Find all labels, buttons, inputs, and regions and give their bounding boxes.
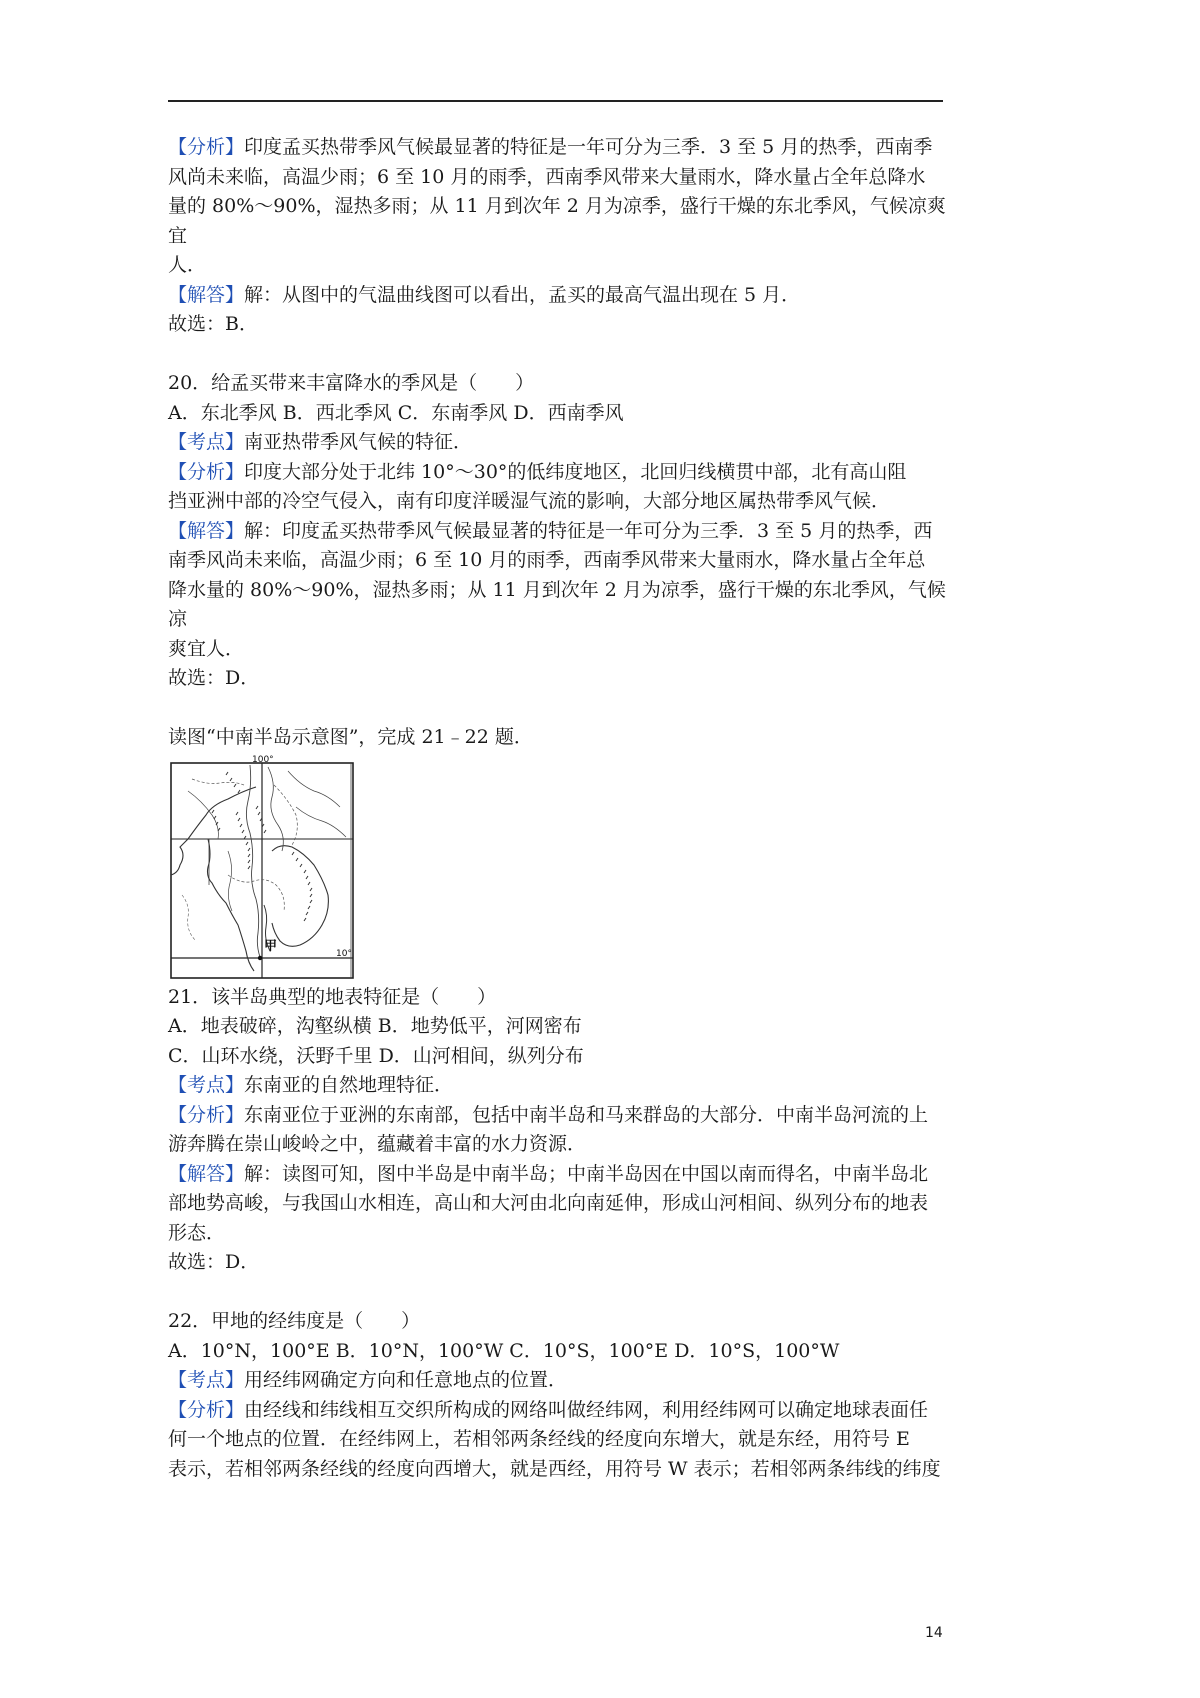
point-jia-label: 甲 (264, 938, 278, 954)
text-line (168, 399, 948, 429)
text-line (168, 1042, 948, 1072)
latitude-label: 10° (336, 948, 352, 959)
text-line (168, 1307, 948, 1337)
line-text: 解：从图中的气温曲线图可以看出，孟买的最高气温出现在 5 月． (244, 283, 801, 306)
section-tag: 【分析】 (168, 1398, 245, 1421)
text-line (168, 369, 948, 399)
line-text: 挡亚洲中部的冷空气侵入，南有印度洋暖湿气流的影响，大部分地区属热带季风气候． (168, 490, 891, 512)
longitude-label: 100° (252, 754, 274, 765)
line-text: 南季风尚未来临，高温少雨；6 至 10 月的雨季，西南季风带来大量雨水，降水量占全年总 (168, 549, 926, 571)
section-tag: 【解答】 (168, 283, 245, 306)
text-line (168, 1248, 948, 1278)
line-text: 游奔腾在崇山峻岭之中，蕴藏着丰富的水力资源． (168, 1133, 587, 1155)
indochina-map-figure (168, 755, 356, 980)
text-line (168, 281, 948, 311)
text-line (168, 1455, 948, 1485)
text-line (168, 428, 948, 458)
line-text: 形态． (168, 1221, 226, 1244)
section-tag: 【考点】 (168, 1369, 245, 1391)
text-line (168, 635, 948, 665)
header-rule (168, 100, 943, 102)
line-text: 风尚未来临，高温少雨；6 至 10 月的雨季，西南季风带来大量雨水，降水量占全年总降水 (168, 165, 926, 188)
line-text: 部地势高峻，与我国山水相连，高山和大河由北向南延伸，形成山河相间、纵列分布的地表 (168, 1192, 929, 1214)
section-tag: 【考点】 (168, 431, 245, 453)
line-text: 表示，若相邻两条经线的经度向西增大，就是西经，用符号 W 表示；若相邻两条纬线的纬度 (168, 1457, 941, 1480)
text-line (168, 576, 948, 635)
line-text: 22．甲地的经纬度是（ ） (168, 1310, 421, 1332)
line-text: 故选：D． (168, 1251, 260, 1273)
text-line (168, 1219, 948, 1249)
text-line (168, 192, 948, 251)
line-text: 何一个地点的位置．在经纬网上，若相邻两条经线的经度向东增大，就是东经，用符号 E (168, 1428, 910, 1450)
line-text: 降水量的 80%～90%，湿热多雨；从 11 月到次年 2 月为凉季，盛行干燥的东北季风，气候凉 (168, 578, 946, 630)
text-line (168, 1337, 948, 1367)
text-line (168, 664, 948, 694)
line-text: 爽宜人． (168, 637, 245, 660)
line-text: 故选：B． (168, 313, 258, 335)
line-text: 由经线和纬线相互交织所构成的网络叫做经纬网，利用经纬网可以确定地球表面任 (244, 1398, 929, 1421)
paragraph-gap (168, 340, 948, 370)
line-text: 人． (168, 254, 207, 276)
text-line (168, 133, 948, 163)
line-text: 南亚热带季风气候的特征． (244, 431, 473, 453)
line-text: C．山环水绕，沃野千里 D．山河相间，纵列分布 (168, 1044, 584, 1067)
text-line (168, 251, 948, 281)
line-text: 东南亚位于亚洲的东南部，包括中南半岛和马来群岛的大部分．中南半岛河流的上 (244, 1103, 929, 1126)
text-line (168, 1101, 948, 1131)
line-text: 读图“中南半岛示意图”，完成 21﹣22 题． (168, 726, 533, 748)
section-tag: 【分析】 (168, 136, 245, 158)
line-text: 21．该半岛典型的地表特征是（ ） (168, 985, 497, 1008)
line-text: 解：读图可知，图中半岛是中南半岛；中南半岛因在中国以南而得名，中南半岛北 (244, 1162, 929, 1185)
section-tag: 【解答】 (168, 519, 245, 542)
text-line (168, 1160, 948, 1190)
line-text: A．地表破碎，沟壑纵横 B．地势低平，河网密布 (168, 1015, 582, 1037)
line-text: 用经纬网确定方向和任意地点的位置． (244, 1369, 568, 1391)
text-line (168, 487, 948, 517)
text-line (168, 983, 948, 1013)
page-number: 14 (925, 1625, 943, 1641)
text-line (168, 723, 948, 753)
line-text: 印度大部分处于北纬 10°～30°的低纬度地区，北回归线横贯中部，北有高山阻 (244, 460, 907, 483)
section-tag: 【解答】 (168, 1162, 245, 1185)
document-body (168, 133, 948, 1484)
text-line (168, 1425, 948, 1455)
line-text: A．东北季风 B．西北季风 C．东南季风 D．西南季风 (168, 401, 624, 424)
text-line (168, 1071, 948, 1101)
text-line (168, 1396, 948, 1426)
text-line (168, 458, 948, 488)
line-text: 故选：D． (168, 667, 260, 689)
line-text: 量的 80%～90%，湿热多雨；从 11 月到次年 2 月为凉季，盛行干燥的东北季风，气候凉爽宜 (168, 195, 946, 247)
point-jia-marker (258, 955, 262, 959)
text-line (168, 1366, 948, 1396)
section-tag: 【考点】 (168, 1074, 245, 1096)
text-line (168, 163, 948, 193)
indochina-map (168, 755, 356, 980)
section-tag: 【分析】 (168, 1103, 245, 1126)
text-line (168, 517, 948, 547)
text-line (168, 1012, 948, 1042)
paragraph-gap (168, 1278, 948, 1308)
text-line (168, 1130, 948, 1160)
paragraph-gap (168, 694, 948, 724)
text-line (168, 546, 948, 576)
text-line (168, 310, 948, 340)
line-text: 20．给孟买带来丰富降水的季风是（ ） (168, 372, 535, 394)
line-text: 东南亚的自然地理特征． (244, 1074, 454, 1096)
section-tag: 【分析】 (168, 460, 245, 483)
line-text: A．10°N，100°E B．10°N，100°W C．10°S，100°E D．10°S，100°W (168, 1339, 840, 1362)
line-text: 解：印度孟买热带季风气候最显著的特征是一年可分为三季．3 至 5 月的热季，西 (244, 519, 933, 542)
text-line (168, 1189, 948, 1219)
line-text: 印度孟买热带季风气候最显著的特征是一年可分为三季．3 至 5 月的热季，西南季 (244, 136, 933, 158)
